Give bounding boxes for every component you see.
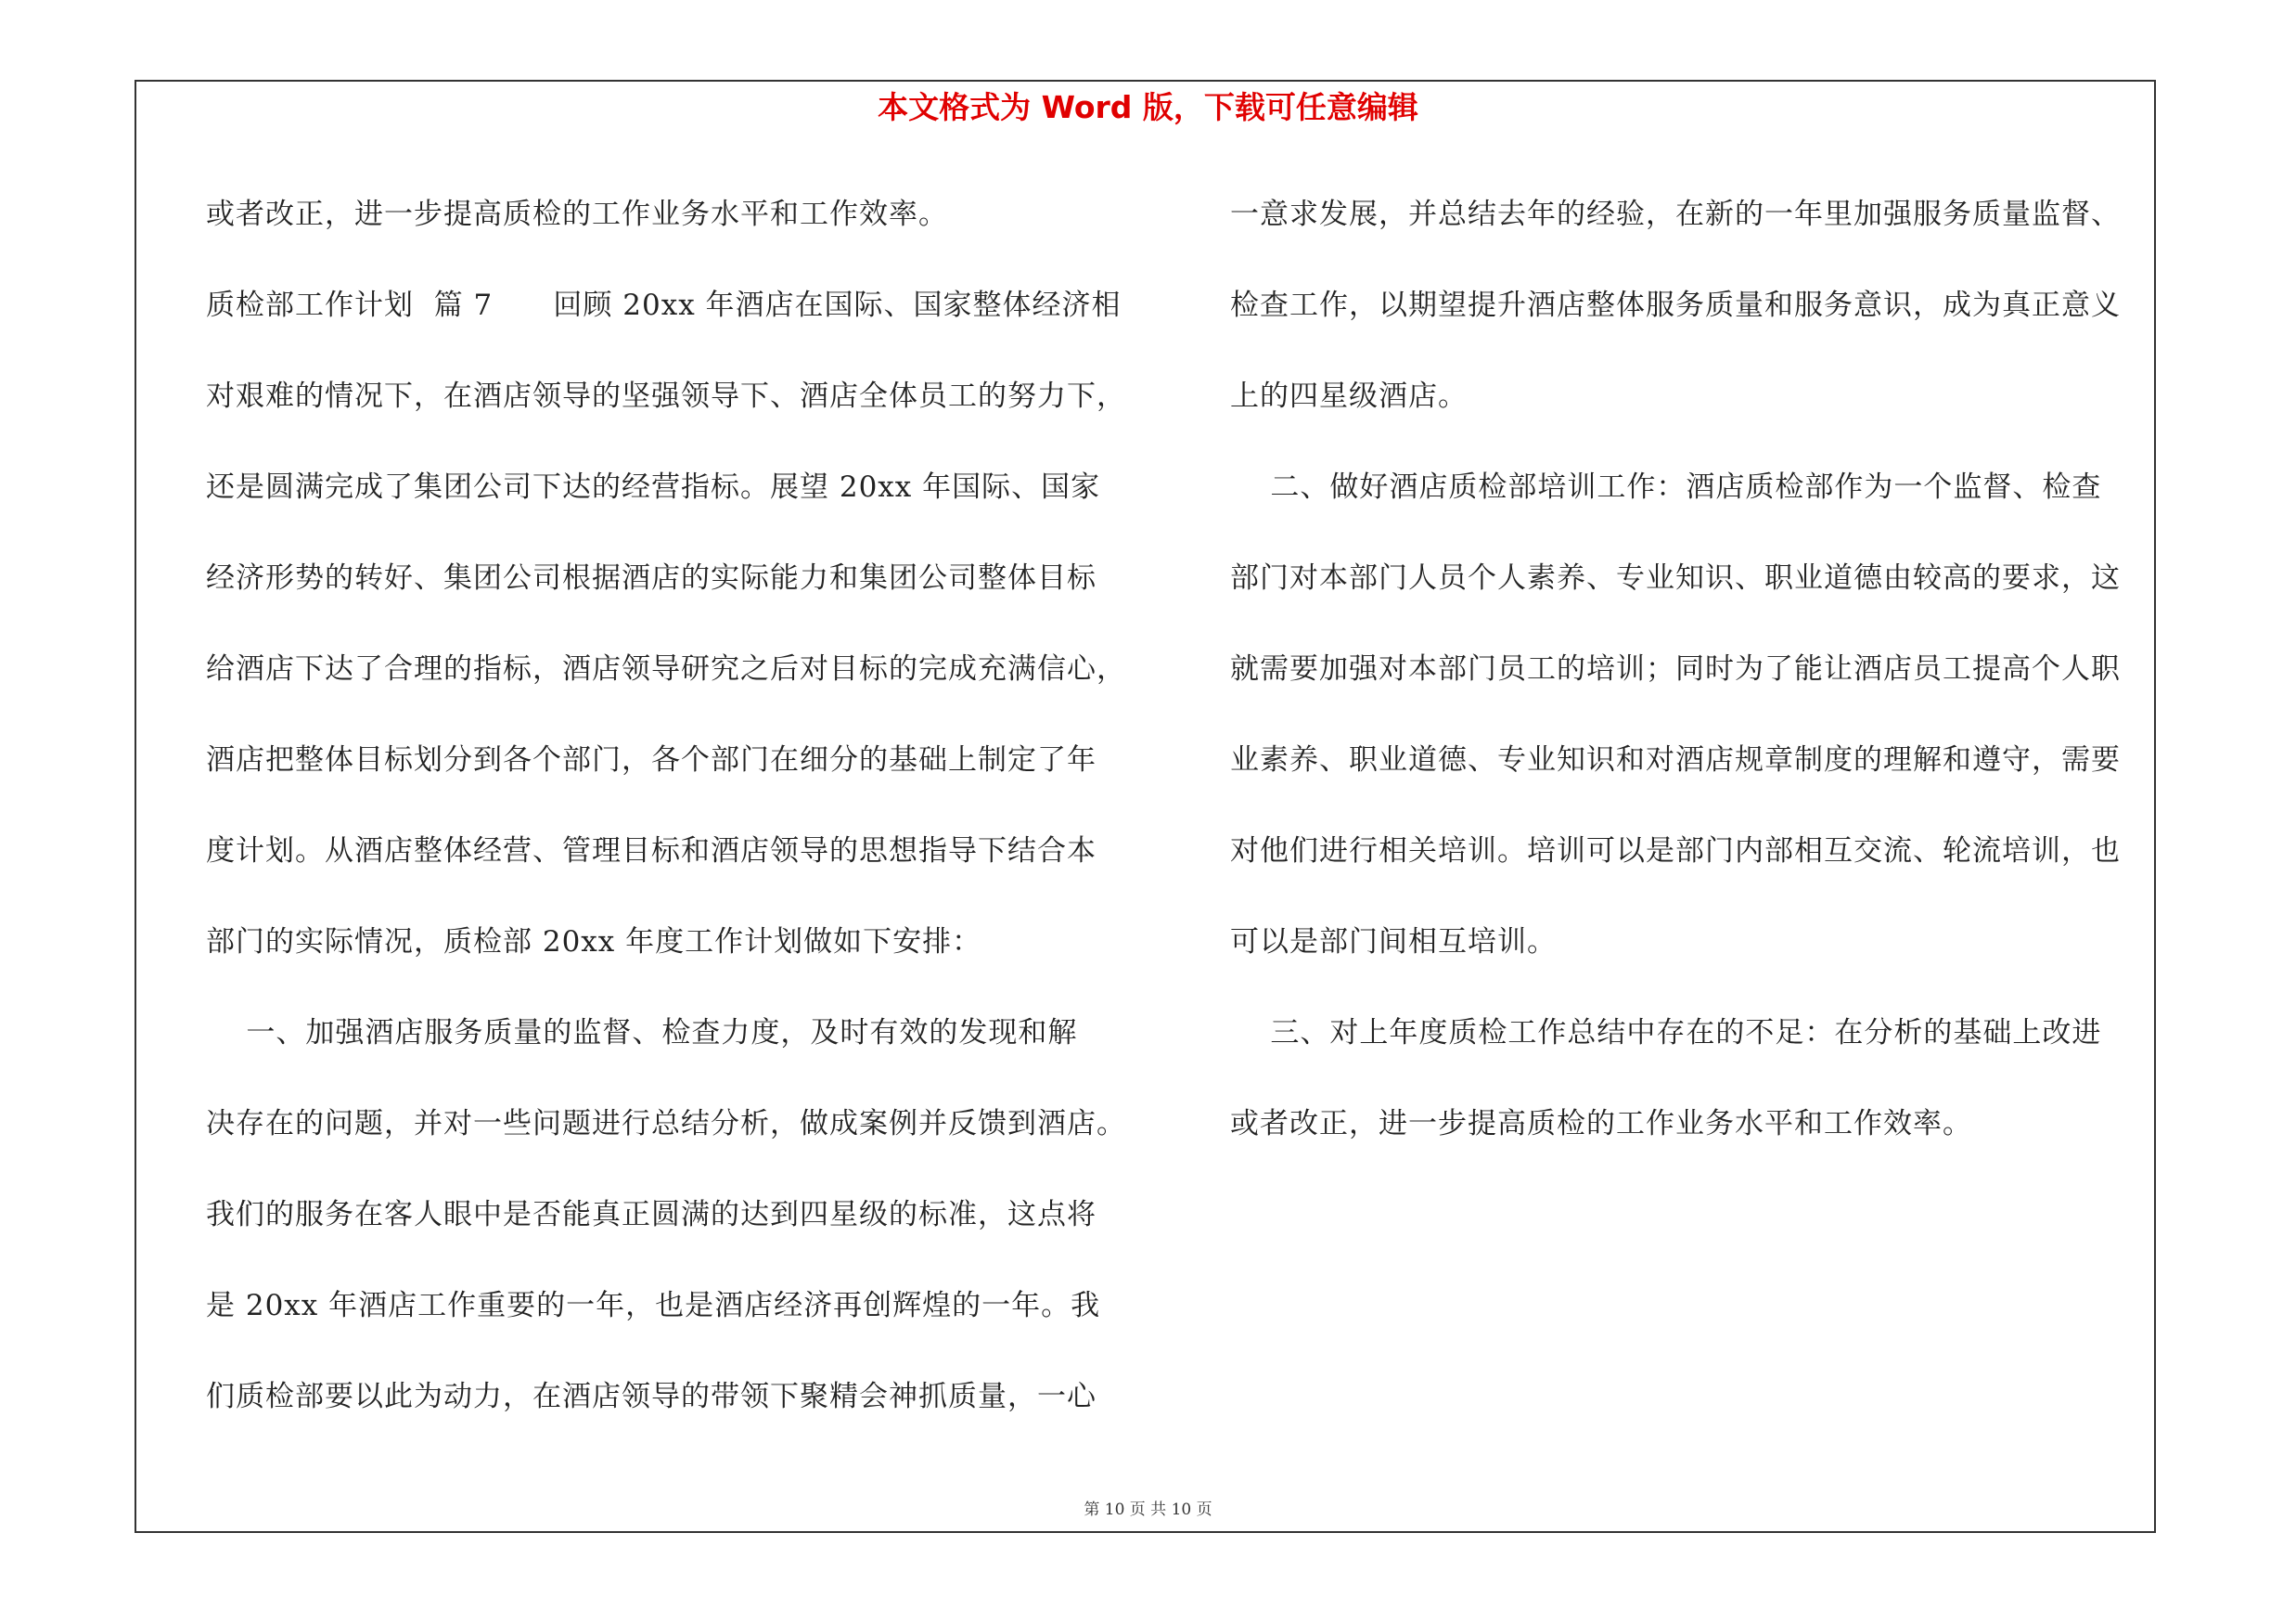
text-line: 们质检部要以此为动力，在酒店领导的带领下聚精会神抓质量，一心 xyxy=(206,1380,1097,1413)
text-line: 就需要加强对本部门员工的培训；同时为了能让酒店员工提高个人职 xyxy=(1230,652,2121,686)
text-line: 可以是部门间相互培训。 xyxy=(1230,925,1557,959)
text-line: 检查工作，以期望提升酒店整体服务质量和服务意识，成为真正意义 xyxy=(1230,289,2121,322)
text-line: 业素养、职业道德、专业知识和对酒店规章制度的理解和遵守，需要 xyxy=(1230,743,2121,777)
text-line: 经济形势的转好、集团公司根据酒店的实际能力和集团公司整体目标 xyxy=(206,561,1097,595)
text-line: 是 20xx 年酒店工作重要的一年，也是酒店经济再创辉煌的一年。我 xyxy=(206,1289,1101,1322)
text-line: 部门的实际情况，质检部 20xx 年度工作计划做如下安排： xyxy=(206,925,982,959)
text-line: 二、做好酒店质检部培训工作：酒店质检部作为一个监督、检查 xyxy=(1230,470,2102,504)
text-line: 上的四星级酒店。 xyxy=(1230,380,1468,413)
text-line: 还是圆满完成了集团公司下达的经营指标。展望 20xx 年国际、国家 xyxy=(206,470,1101,504)
text-line: 部门对本部门人员个人素养、专业知识、职业道德由较高的要求，这 xyxy=(1230,561,2121,595)
text-line: 度计划。从酒店整体经营、管理目标和酒店领导的思想指导下结合本 xyxy=(206,834,1097,868)
text-line: 我们的服务在客人眼中是否能真正圆满的达到四星级的标准，这点将 xyxy=(206,1198,1097,1231)
word-format-banner: 本文格式为 Word 版，下载可任意编辑 xyxy=(878,89,1418,125)
text-line: 三、对上年度质检工作总结中存在的不足：在分析的基础上改进 xyxy=(1230,1016,2102,1050)
text-line: 质检部工作计划 篇 7 回顾 20xx 年酒店在国际、国家整体经济相 xyxy=(206,289,1122,322)
text-line: 对艰难的情况下，在酒店领导的坚强领导下、酒店全体员工的努力下， xyxy=(206,380,1126,413)
text-line: 酒店把整体目标划分到各个部门，各个部门在细分的基础上制定了年 xyxy=(206,743,1097,777)
page-number-footer: 第 10 页 共 10 页 xyxy=(1084,1501,1212,1519)
text-line: 对他们进行相关培训。培训可以是部门内部相互交流、轮流培训，也 xyxy=(1230,834,2121,868)
text-line: 或者改正，进一步提高质检的工作业务水平和工作效率。 xyxy=(1230,1107,1972,1140)
right-text-column xyxy=(1230,182,2158,1182)
text-line: 决存在的问题，并对一些问题进行总结分析，做成案例并反馈到酒店。 xyxy=(206,1107,1126,1140)
text-line: 或者改正，进一步提高质检的工作业务水平和工作效率。 xyxy=(206,198,948,231)
left-text-column xyxy=(206,182,1124,1455)
text-line: 一、加强酒店服务质量的监督、检查力度，及时有效的发现和解 xyxy=(206,1016,1078,1050)
text-line: 给酒店下达了合理的指标，酒店领导研究之后对目标的完成充满信心， xyxy=(206,652,1126,686)
text-line: 一意求发展，并总结去年的经验，在新的一年里加强服务质量监督、 xyxy=(1230,198,2121,231)
